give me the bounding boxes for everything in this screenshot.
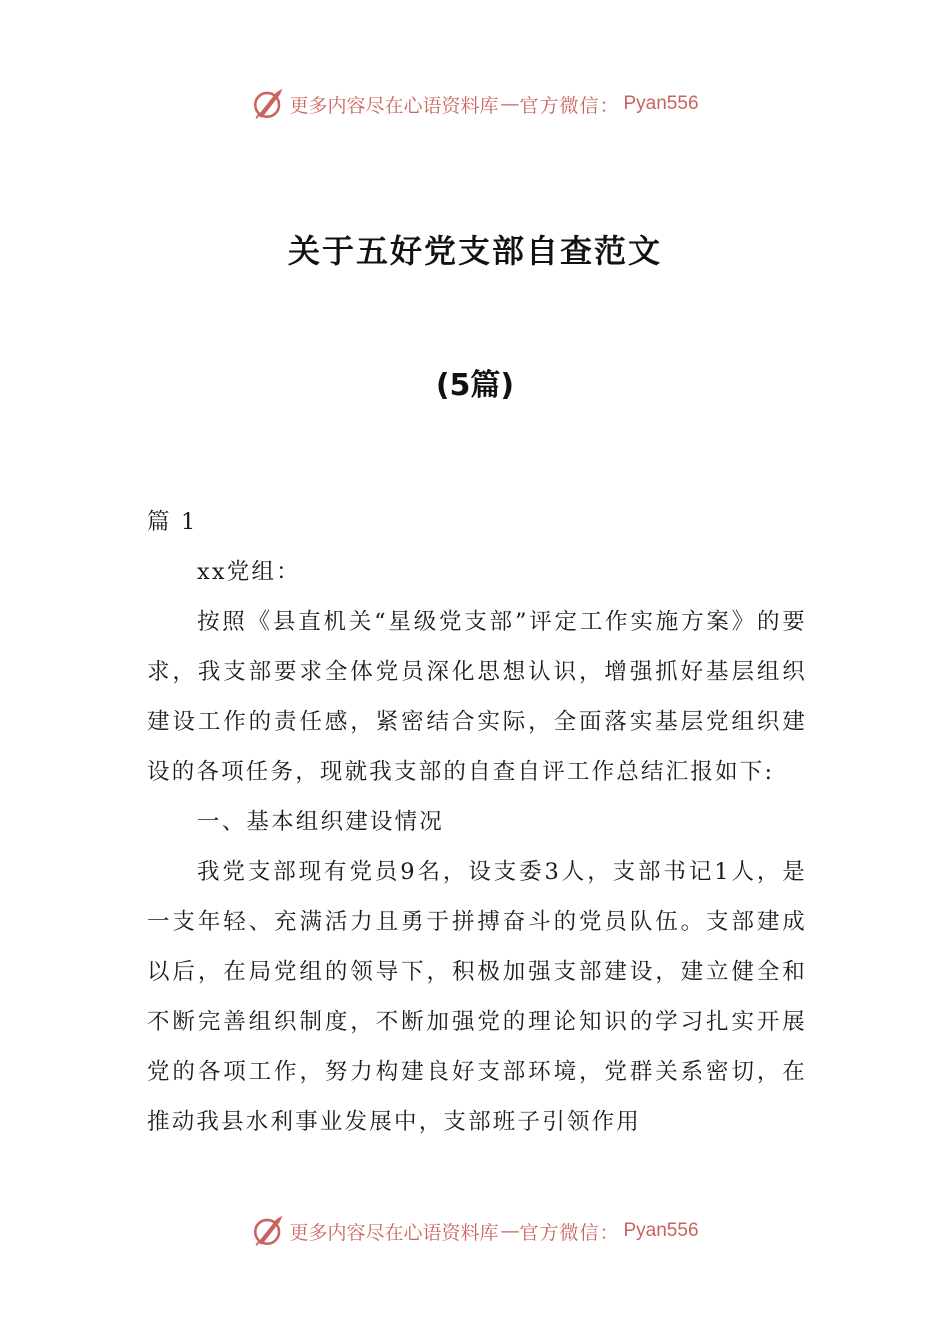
watermark-wechat-id: Pyan556 xyxy=(623,93,699,114)
quill-logo-icon xyxy=(251,87,285,121)
watermark-banner-bottom xyxy=(0,1211,950,1251)
watermark-wechat-id: Pyan556 xyxy=(623,1220,699,1241)
watermark-main-text: 更多内容尽在心语资料库 xyxy=(289,1221,499,1244)
document-title: 关于五好党支部自查范文 xyxy=(287,232,662,270)
salutation: xx党组： xyxy=(197,559,301,585)
document-subtitle: (5篇) xyxy=(435,368,515,403)
watermark-banner-top xyxy=(0,84,950,124)
watermark-label: 官方微信： xyxy=(519,1221,620,1244)
section-label: 篇 1 xyxy=(147,509,198,535)
quill-logo-icon xyxy=(251,1214,285,1248)
watermark-dash: — xyxy=(500,1220,518,1242)
watermark-dash: — xyxy=(500,93,518,115)
document-body xyxy=(147,497,807,1147)
body-paragraph: 按照《县直机关“星级党支部”评定工作实施方案》的要求，我支部要求全体党员深化思想认识，增强抓好基层组织建设工作的责任感，紧密结合实际，全面落实基层党组织建设的各项任务，现就我支部的自查自评工作总结汇报如下: xyxy=(147,609,807,785)
watermark-main-text: 更多内容尽在心语资料库 xyxy=(289,94,499,117)
watermark-label: 官方微信： xyxy=(519,94,620,117)
section-heading: 一、基本组织建设情况 xyxy=(197,809,445,835)
body-paragraph: 我党支部现有党员9名，设支委3人，支部书记1人，是一支年轻、充满活力且勇于拼搏奋斗的党员队伍。支部建成以后，在局党组的领导下，积极加强支部建设，建立健全和不断完善组织制度，不断加强党的理论知识的学习扎实开展党的各项工作，努力构建良好支部环境，党群关系密切，在推动我县水利事业发展中，支部班子引领作用 xyxy=(147,859,807,1135)
